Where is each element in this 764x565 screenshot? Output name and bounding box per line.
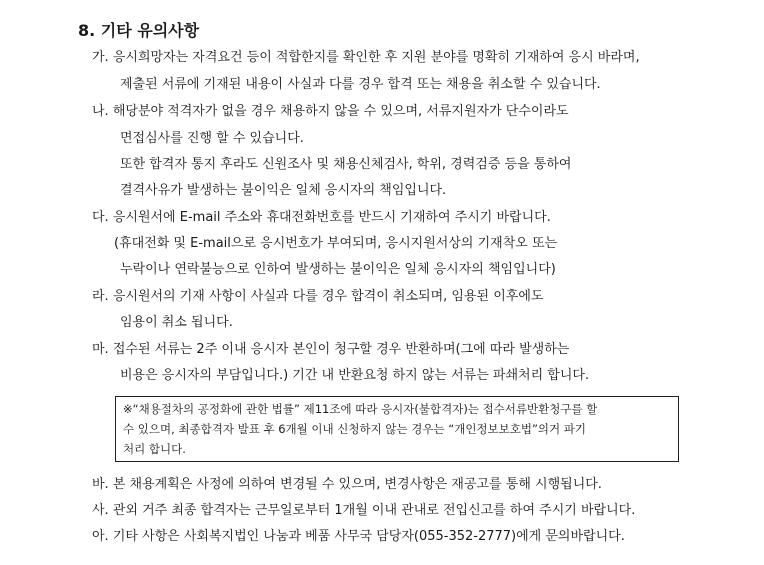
item-ma-line-1: 마. 접수된 서류는 2주 이내 응시자 본인이 청구할 경우 반환하며(그에 따라 발생하는 [92,342,570,357]
item-na-line-3: 또한 합격자 통지 후라도 신원조사 및 채용신체검사, 학위, 경력검증 등을 통하여 [120,157,572,172]
item-na-line-4: 결격사유가 발생하는 불이익은 일체 응시자의 책임입니다. [120,183,447,198]
item-da-line-3: 누락이나 연락불능으로 인하여 발생하는 불이익은 일체 응시자의 책임입니다) [120,262,556,277]
item-ba: 바. 본 채용계획은 사정에 의하여 변경될 수 있으며, 변경사항은 재공고를 통해 시행됩니다. [92,477,602,492]
item-ga-line-2: 제출된 서류에 기재된 내용이 사실과 다를 경우 합격 또는 채용을 취소할 수 있습니다. [120,77,601,92]
item-ma-line-2: 비용은 응시자의 부담입니다.) 기간 내 반환요청 하지 않는 서류는 파쇄처리 합니다. [120,368,590,383]
item-da-line-2: (휴대전화 및 E-mail으로 응시번호가 부여되며, 응시지원서상의 기재착오 또는 [114,236,558,251]
item-ra-line-2: 임용이 취소 됩니다. [120,315,233,330]
item-ra-line-1: 라. 응시원서의 기재 사항이 사실과 다를 경우 합격이 취소되며, 임용된 이후에도 [92,289,544,304]
section-heading: 8. 기타 유의사항 [78,21,200,40]
notice-line-1: ※“채용절차의 공정화에 관한 법률” 제11조에 따라 응시자(불합격자)는 접수서류반환청구를 할 [123,402,598,416]
item-ga-line-1: 가. 응시희망자는 자격요건 등이 적합한지를 확인한 후 지원 분야를 명확히 기재하여 응시 바라며, [92,50,640,65]
item-sa: 사. 관외 거주 최종 합격자는 근무일로부터 1개월 이내 관내로 전입신고를 하여 주시기 바랍니다. [92,503,636,518]
notice-line-3: 처리 합니다. [123,442,186,456]
item-na-line-1: 나. 해당분야 적격자가 없을 경우 채용하지 않을 수 있으며, 서류지원자가 단수이라도 [92,104,569,119]
item-da-line-1: 다. 응시원서에 E-mail 주소와 휴대전화번호를 반드시 기재하여 주시기 바랍니다. [92,210,551,225]
notice-box [115,396,679,462]
item-a: 아. 기타 사항은 사회복지법인 나눔과 베품 사무국 담당자(055-352-2777)에게 문의바랍니다. [92,529,625,544]
notice-line-2: 수 있으며, 최종합격자 발표 후 6개월 이내 신청하지 않는 경우는 “개인정보보호법”의거 파기 [123,422,587,436]
item-na-line-2: 면접심사를 진행 할 수 있습니다. [120,131,304,146]
